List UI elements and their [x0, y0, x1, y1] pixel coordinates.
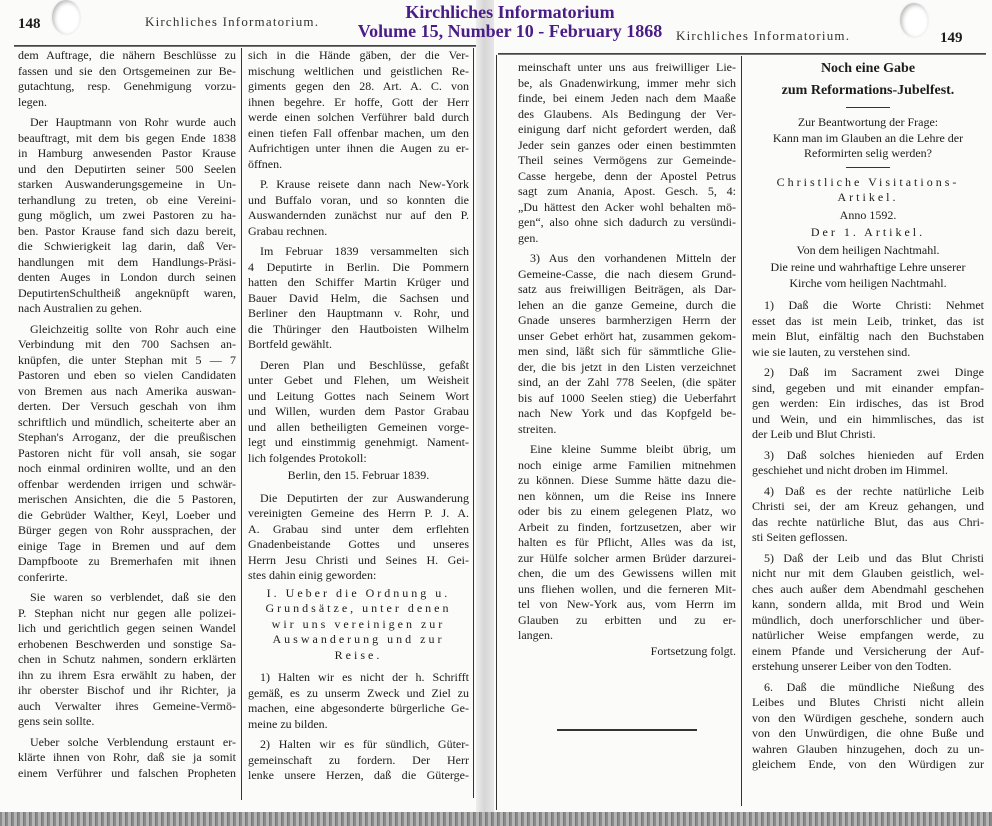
spaced-block [752, 175, 984, 206]
text-line: ihr oberster Bischof und ihr Richter, ja [18, 683, 236, 697]
text-line: halten es für Pflicht, Alles was da ist, [518, 535, 736, 549]
paragraph [248, 244, 469, 353]
paragraph [752, 680, 984, 773]
text-line: ches auch außer dem Abendmahl geschehen [752, 581, 984, 596]
text-line: sind, an der Zahl 778 Seelen, (die später [518, 375, 736, 389]
text-line: gutachtung, resp. Genehmigung vorzu- [18, 79, 236, 93]
text-line: wir uns vereinigen zur [271, 616, 446, 631]
text-line: der Leib und Blut Christi. [752, 427, 876, 441]
spaced-block [752, 225, 984, 241]
text-line: Jeder sein ganzes oder einen bestimmten [518, 137, 736, 152]
text-line: gen“, also ohne sich dadurch zu versündi- [518, 215, 736, 229]
text-line: beauftragt, mit dem bis gegen Ende 1838 [18, 130, 236, 145]
column-2 [248, 48, 469, 784]
text-line: einem Pfande und Versicherung der Auf- [752, 643, 984, 658]
text-line: von den Unwürdigen, die ohne Buße und [752, 726, 984, 740]
text-line: 1) Daß die Worte Christi: Nehmet [764, 298, 984, 312]
paragraph [248, 177, 469, 239]
text-line: einem Verführer und falschen Propheten [18, 765, 236, 780]
text-line: Ueber solche Verblendung erstaunt er- [30, 734, 236, 749]
text-line: zum Reformations-Jubelfest. [781, 83, 955, 98]
text-line: noch einmal ordiniren wollte, und an den [18, 461, 236, 475]
text-line: Zur Beantwortung der Frage: [797, 115, 939, 129]
text-line: sti Seiten geflossen. [752, 530, 848, 544]
text-line: giments gegen den 28. Art. A. C. von [248, 79, 469, 93]
text-line: Arbeit zu finden, fortzusetzen, aber wir [518, 519, 736, 534]
text-line: vereinigten Gemeine des Herrn P. J. A. [248, 506, 469, 520]
page-number-left: 148 [18, 16, 41, 32]
text-line: denten Auges in London durch seinen [18, 270, 236, 284]
text-line: merischen Ansichten, die die 5 Pastoren, [18, 492, 236, 506]
text-line: Stephan's Arroganz, der die preußischen [18, 430, 236, 444]
text-line: Aufrichtigen unter ihnen die Augen zu er- [248, 141, 469, 155]
text-line: Die Deputirten der zur Auswanderung [260, 490, 469, 505]
column-divider [241, 48, 242, 800]
text-line: kann, sondern allda, mit Brod und Wein [752, 597, 984, 611]
text-line: Fortsetzung folgt. [650, 643, 736, 658]
text-line: klärte ihnen von Rohr, daß sie ja somit [18, 750, 236, 764]
text-line: zu können. Diese Summe hätte dazu die- [518, 473, 736, 487]
text-line: Gleichzeitig sollte von Rohr auch eine [30, 321, 236, 336]
running-head-left: Kirchliches Informatorium. [145, 14, 320, 29]
shortrule-block [846, 107, 890, 108]
text-line: langen. [518, 628, 553, 642]
text-line: hatten den Schiffer Martin Krüger und [248, 275, 469, 289]
text-line: Reise. [334, 647, 383, 662]
text-line: lich folgendes Protokoll: [248, 450, 367, 465]
text-line: Christi sei, der am Kreuz gehangen, und [752, 499, 984, 513]
text-line: Anno 1592. [839, 207, 897, 222]
text-line: und allen betheiligten Gemeinen vorge- [248, 419, 469, 434]
text-line: Deren Plan und Beschlüsse, gefaßt [260, 357, 469, 372]
ornament-block [557, 729, 697, 731]
text-line: Grabau rechnen. [248, 223, 328, 238]
text-line: DeputirtenSchultheiß angeknüpft waren, [18, 285, 236, 300]
text-line: uns fliehen wollen, und die ferneren Mit- [518, 581, 736, 596]
text-line: Berliner den Hauptmann v. Rohr, und [248, 306, 469, 320]
text-line: conferirte. [18, 569, 68, 584]
text-line: in Hamburg anwesenden Pastor Krause [18, 146, 236, 160]
text-line: öffnen. [248, 156, 283, 171]
text-line: mündlich, doch unerforschlicher und über- [752, 612, 984, 627]
text-line: finde, bei einem Jeden nach dem Maaße [518, 91, 736, 105]
page-number-right: 149 [940, 30, 963, 46]
text-line: Casse hergebe, denn der Apostel Petrus [518, 168, 736, 183]
text-line: mischung weltlichen und geistlichen Re- [248, 63, 469, 78]
text-line: offenbar werdenden irrigen und schwär- [18, 476, 236, 491]
column-divider [473, 48, 474, 798]
text-line: 1) Halten wir es nicht der h. Schrifft [260, 670, 469, 684]
text-line: P. Krause reisete dann nach New-York [260, 177, 469, 191]
text-line: knüpfen, die unter Stephan mit 5 — 7 [18, 352, 236, 367]
text-line: Im Februar 1839 versammelten sich [260, 244, 469, 258]
text-line: Reformirten selig werden? [804, 146, 932, 160]
text-line: 4) Daß es der rechte natürliche Leib [764, 483, 984, 498]
overlay-subtitle: Volume 15, Number 10 - February 1868 [357, 21, 663, 41]
text-line: Christliche Visitations- [776, 174, 960, 189]
text-line: das rechte natürliche Blut, das aus Chri- [752, 514, 984, 529]
paragraph [18, 590, 236, 730]
text-line: unser Gebet erhört hat, zusammen gekom- [518, 328, 736, 343]
text-line: Leibes und Blutes Christi nicht allein [752, 695, 984, 709]
running-head-right: Kirchliches Informatorium. [676, 28, 851, 43]
text-line: Eine kleine Summe bleibt übrig, um [530, 442, 736, 456]
text-line: Theil seines Vermögens zur Gemeinde- [518, 153, 736, 167]
text-line: derten. Der Versuch geschah von ihm [18, 399, 236, 413]
text-line: satz aus freiwilligen Beiträgen, als Dar- [518, 282, 736, 296]
paragraph [248, 737, 469, 784]
text-line: auch Verwalter ihres Gemeine-Vermö- [18, 698, 236, 713]
text-line: „Du hättest den Acker wohl behalten mö- [518, 199, 736, 214]
text-line: erhobenen Beschwerden und sonstige Sa- [18, 636, 236, 651]
text-line: streiten. [518, 421, 557, 436]
text-line: Pastoren nicht für voll ansah, sie sogar [18, 445, 236, 460]
text-line: zur Hülfe solcher armen Brüder darzurei- [518, 550, 736, 565]
paragraph [18, 735, 236, 782]
text-line: handlungen mit dem Handlungs-Präsi- [18, 254, 236, 269]
text-line: esset das ist mein Leib, trinket, das ist [752, 313, 984, 328]
text-line: sich in die Hände gäben, der die Ver- [248, 48, 469, 62]
text-line: Dampfboote zu Bremerhafen mit ihnen [18, 554, 236, 568]
text-line: und Buffalo voran, und so konnten die [248, 192, 469, 207]
text-line: Grundsätze, unter denen [265, 601, 452, 615]
paragraph [518, 442, 736, 644]
text-line: men sind, läßt sich für sämmtliche Glie- [518, 344, 736, 358]
text-line: Der Hauptmann von Rohr wurde auch [30, 115, 236, 129]
paragraph [248, 491, 469, 584]
column-divider [741, 56, 742, 806]
text-line: gen. [518, 230, 539, 245]
scan-edge [0, 812, 992, 826]
text-line: stes dahin einig geworden: [248, 568, 377, 582]
text-line: meine zu bilden. [248, 716, 328, 731]
paragraph [248, 670, 469, 732]
text-line: Gemeine-Casse, die nach diesem Grund- [518, 266, 736, 281]
paragraph [18, 115, 236, 317]
text-line: Von dem heiligen Nachtmahl. [796, 242, 940, 257]
text-line: Artikel. [837, 190, 899, 204]
text-line: 2) Daß im Sacrament zwei Dinge [764, 365, 984, 379]
text-line: Die reine und wahrhaftige Lehre unserer [770, 260, 966, 274]
text-line: gens sein sollte. [18, 714, 95, 728]
text-line: nicht nur mit dem Glauben geistlich, wel- [752, 566, 984, 580]
text-line: bis auf 1000 Seelen stieg) die Ueberfahrt [518, 390, 736, 405]
column-4 [752, 58, 984, 773]
book-spine [476, 0, 494, 826]
text-line: lich und gerichtlich gegen seinen Wandel [18, 621, 236, 635]
text-line: gen werden: Ein irdisches, das ist Brod [752, 396, 984, 410]
text-line: terhandlung zu treten, ob eine Vereini- [18, 192, 236, 207]
text-line: nen können, um die Reise ins Innere [518, 488, 736, 503]
text-line: Kirche vom heiligen Nachtmahl. [789, 275, 947, 290]
text-line: 3) Daß solches hienieden auf Erden [764, 447, 984, 462]
column-1 [18, 48, 236, 781]
text-line: gleichem Ende, von den Würdigen zur [752, 757, 984, 771]
text-line: Sie waren so verblendet, daß sie den [30, 590, 236, 604]
text-line: dem Auftrage, die nähern Beschlüsse zu [18, 48, 236, 62]
text-line: lenke unsere Herzen, daß die Güterge- [248, 768, 469, 782]
center-block [752, 115, 984, 162]
text-line: 6. Daß die mündliche Nießung des [764, 679, 984, 694]
text-line: von den Würdigen geschehe, sondern auch [752, 710, 984, 725]
text-line: werde einen solchen Verführer bald durch [248, 110, 469, 124]
text-line: geschiehet und nicht droben im Himmel. [752, 463, 948, 477]
column-3 [518, 60, 736, 731]
text-line: die Schwierigkeit lag darin, daß Ver- [18, 239, 236, 253]
text-line: die Gebrüder Walther, Keyl, Loeber und [18, 507, 236, 522]
text-line: nach New York und das Kopfgeld be- [518, 406, 736, 420]
text-line: machen, eine abgesonderte bürgerliche Ge- [248, 701, 469, 715]
text-line: Gnadenbeistande Gottes und unseres [248, 537, 469, 551]
text-line: unter Gebet und Flehen, um Weisheit [248, 373, 469, 387]
text-line: mein Blut, einfältig nach den Buchstaben [752, 329, 984, 343]
text-line: legt und einstimmig genehmigt. Nament- [248, 435, 469, 449]
text-line: Bauer David Helm, die Sachsen und [248, 290, 469, 305]
paragraph [18, 48, 236, 110]
paragraph [752, 551, 984, 675]
text-line: 2) Halten wir es für sündlich, Güter- [260, 737, 469, 751]
text-line: gemeinschaft zu fordern. Der Herr [248, 752, 469, 767]
text-line: Auswandernden zunächst nur auf den P. [248, 208, 469, 222]
text-line: wie sie lauten, zu verstehen sind. [752, 344, 911, 359]
text-line: des Glaubens. Als Bedingung der Ver- [518, 106, 736, 121]
text-line: und den Deputirten seiner 500 Seelen [18, 161, 236, 176]
text-line: Bortfeld gewählt. [248, 337, 332, 351]
paragraph [518, 60, 736, 246]
text-line: Pastoren und eben so vielen Candidaten [18, 368, 236, 382]
center-block [752, 208, 984, 224]
text-line: Der 1. Artikel. [810, 225, 926, 239]
text-line: Verbindung mit den 700 Sachsen an- [18, 337, 236, 351]
center-block [248, 468, 469, 484]
text-line: chen, die um des Gewissens willen mit [518, 566, 736, 580]
text-line: und Leitung Gottes nach Seinem Wort [248, 388, 469, 403]
text-line: gemäß, es zu unserm Zweck und Ziel zu [248, 685, 469, 700]
text-line: tel von New-York aus, vom Herrn im [518, 597, 736, 611]
paragraph [518, 251, 736, 437]
center-block [752, 243, 984, 259]
text-line: starken Auswanderungsgemeine in Un- [18, 177, 236, 191]
text-line: wahren Glauben hinzugehen, doch zu un- [752, 741, 984, 756]
text-line: die Thüringer den Hautboisten Wilhelm [248, 321, 469, 336]
text-line: erstehung unserer Leiber von den Todten. [752, 659, 952, 673]
overlay-title: Kirchliches Informatorium [405, 2, 615, 22]
text-line: A. Grabau sind unter dem erflehten [248, 521, 469, 536]
title-block [752, 58, 984, 102]
center-block [752, 260, 984, 291]
text-line: Glauben zu erbitten und zu er- [518, 612, 736, 627]
text-line: be, als Gnadenwirkung, immer mehr sich [518, 75, 736, 90]
text-line: schriftlich und mündlich, scheiterte aber an [18, 414, 236, 429]
text-line: meinschaft unter uns aus freiwilliger Lie- [518, 60, 736, 74]
paragraph [752, 365, 984, 443]
text-line: von Bremen aus nach Amerika auswan- [18, 383, 236, 398]
text-line: Herrn Jesu Christi und Seines H. Gei- [248, 552, 469, 567]
text-line: sind, gegeben und mit einander empfan- [752, 380, 984, 395]
text-line: Bürger gegen von Rohr aussprachen, der [18, 523, 236, 537]
paragraph [752, 298, 984, 360]
text-line: I. Ueber die Ordnung u. [266, 585, 451, 600]
text-line: der, die bis jetzt in den Listen verzeichnet [518, 359, 736, 374]
paragraph [248, 358, 469, 467]
shortrule-block [846, 167, 890, 168]
text-line: 5) Daß der Leib und das Blut Christi [764, 550, 984, 565]
text-line: P. Stephan nicht nur gegen alle polizei- [18, 605, 236, 620]
text-line: noch einige arme Familien mitnehmen [518, 457, 736, 472]
spaced-block [248, 586, 469, 664]
text-line: oder bis zu einem gelegenen Platz, wo [518, 504, 736, 518]
text-line: Auswanderung und zur [272, 632, 445, 646]
text-line: einen tiefen Fall offenbar machen, um den [248, 125, 469, 140]
paragraph [18, 322, 236, 586]
text-line: Kann man im Glauben an die Lehre der [772, 130, 964, 145]
column-divider [496, 55, 497, 810]
paragraph [752, 448, 984, 479]
text-line: ihnen begehre. Er hoffe, Gott der Herr [248, 94, 469, 109]
text-line: Berlin, den 15. Februar 1839. [287, 468, 430, 482]
paragraph [248, 48, 469, 172]
text-line: lehen an die ganze Gemeine, durch die [518, 297, 736, 312]
text-line: einige Tage in Bremen und auf dem [18, 538, 236, 553]
text-line: natürlicher Weise empfangen werde, zu [752, 628, 984, 642]
text-line: fassen und sie den Ortsgemeinen zur Be- [18, 63, 236, 78]
header-rule-right [498, 53, 986, 55]
text-line: 4 Deputirte in Berlin. Die Pommern [248, 259, 469, 274]
text-line: ihn zu ihrem Esra erwählt zu haben, der [18, 667, 236, 682]
right-block [518, 644, 736, 660]
text-line: chen in Schutz nahmen, sondern erklärten [18, 652, 236, 666]
text-line: legen. [18, 94, 47, 109]
text-line: Noch eine Gabe [820, 61, 916, 76]
text-line: gung möglich, um zwei Pastoren zu ha- [18, 208, 236, 222]
paragraph [752, 484, 984, 546]
text-line: und Willen, wurden dem Pastor Grabau [248, 404, 469, 418]
header-rule-left [14, 45, 476, 47]
text-line: und Wein, und ein himmlisches, das ist [752, 411, 984, 426]
text-line: einigung darf nicht gefordert werden, daß [518, 122, 736, 136]
text-line: nach Australien zu gehen. [18, 301, 142, 315]
text-line: 3) Aus den vorhandenen Mitteln der [530, 251, 736, 265]
text-line: ben. Pastor Krause fand sich dazu bereit, [18, 223, 236, 238]
text-line: sagt zum Anania, Apost. Gesch. 5, 4: [518, 184, 736, 198]
text-line: Gnade unseres barmherzigen Herrn der [518, 313, 736, 327]
